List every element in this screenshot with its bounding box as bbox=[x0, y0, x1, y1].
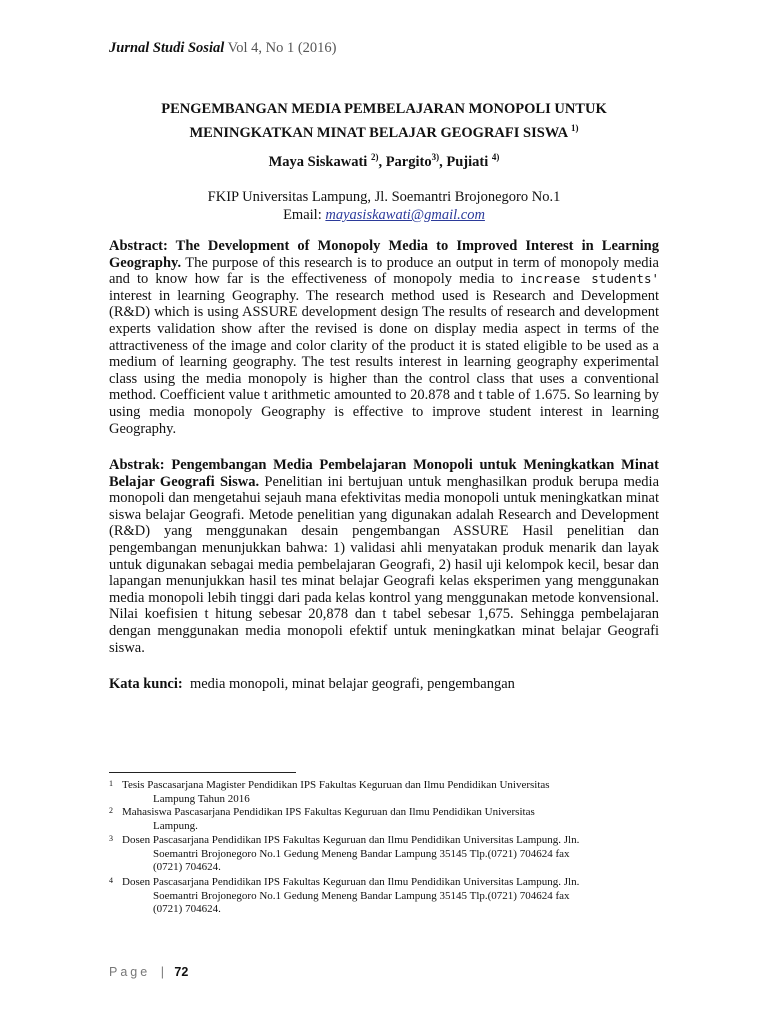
author-2: Pargito bbox=[385, 153, 432, 170]
author-list: Maya Siskawati $^{2)}$, Pargito$^{3)}$, Pujiati $^{4)}$ bbox=[268, 152, 500, 170]
email-link[interactable]: mayasiskawati@gmail.com bbox=[325, 207, 485, 223]
abstract-indonesian-heading: Abstrak: Pengembangan Media Pembelajaran Monopoli untuk Meningkatkan Minat Belajar Geografi Siswa. bbox=[109, 457, 659, 490]
page-footer bbox=[109, 965, 188, 979]
footnote-text-cont: (0721) 704624. bbox=[153, 903, 221, 915]
abstract-english bbox=[109, 238, 659, 437]
institution: FKIP Universitas Lampung, Jl. Soemantri Brojonegoro No.1 bbox=[207, 189, 561, 205]
title-line-1: PENGEMBANGAN MEDIA PEMBELAJARAN MONOPOLI UNTUK bbox=[161, 101, 607, 117]
author-2-marker: 3) bbox=[431, 152, 440, 162]
keywords-text: media monopoli, minat belajar geografi, pengembangan bbox=[189, 676, 515, 692]
footnote-text-cont: (0721) 704624. bbox=[153, 861, 221, 873]
abstract-english-heading: Abstract: The Development of Monopoly Media to Improved Interest in Learning Geography. bbox=[109, 238, 659, 271]
journal-name: Jurnal Studi Sosial bbox=[109, 40, 225, 56]
page-separator: | bbox=[160, 965, 164, 979]
affiliation-block bbox=[100, 188, 668, 224]
footnote-text-cont: Lampung Tahun 2016 bbox=[153, 792, 250, 805]
footnote-number: 4 bbox=[109, 876, 113, 885]
abstract-indonesian bbox=[109, 457, 659, 656]
footnote-number: 1 bbox=[109, 779, 113, 788]
abstract-english-text-b: interest in learning Geography. The research method used is Research and Development (R&D) which is using ASSURE development design The results of research and development experts validation show after the revised is done on display media aspect in terms of the attractiveness of the image and color clarity of the product it is stated eligible to be used as a medium of learning geography. The test results interest in learning geography experimental class using the media monopoly is higher than the control class that uses a conventional method. Coefficient value t arithmetic amounted to 20.878 and t table of 1.675. So learning by using media monopoly Geography is effective to improve student interest in learning Geography. bbox=[109, 287, 659, 437]
footnote-text: Dosen Pascasarjana Pendidikan IPS Fakultas Keguruan dan Ilmu Pendidikan Universitas Lampung. Jln. bbox=[122, 876, 580, 888]
title-footnote-marker: 1) bbox=[570, 123, 579, 133]
footnote-divider bbox=[109, 772, 296, 773]
keywords bbox=[109, 676, 659, 693]
footnote-text: Dosen Pascasarjana Pendidikan IPS Fakultas Keguruan dan Ilmu Pendidikan Universitas Lampung. Jln. bbox=[122, 834, 580, 846]
email-label: Email: bbox=[283, 207, 322, 223]
footnote-number: 2 bbox=[109, 806, 113, 815]
footnote-2 bbox=[109, 806, 659, 833]
footnote-3 bbox=[109, 834, 659, 875]
footnote-text-cont: Soemantri Brojonegoro No.1 Gedung Meneng Bandar Lampung 35145 Tlp.(0721) 704624 fax bbox=[153, 847, 570, 860]
title-line-2: MENINGKATKAN MINAT BELAJAR GEOGRAFI SISWA bbox=[189, 124, 568, 141]
footnote-number: 3 bbox=[109, 834, 113, 843]
author-1-marker: 2) bbox=[370, 152, 379, 162]
abstract-english-text-a: The purpose of this research is to produce an output in term of monopoly media and to know how far is the effectiveness of monopoly media to bbox=[109, 254, 659, 288]
author-3: Pujiati bbox=[446, 153, 489, 170]
footnote-text: Tesis Pascasarjana Magister Pendidikan IPS Fakultas Keguruan dan Ilmu Pendidikan Universitas bbox=[122, 779, 550, 791]
abstract-indonesian-text: Penelitian ini bertujuan untuk menghasilkan produk berupa media monopoli dan mengetahui sejauh mana efektivitas media monopoli untuk meningkatkan minat siswa belajar Geografi. Metode penelitian yang digunakan adalah Research and Development (R&D) yang menggunakan desain pengembangan ASSURE Hasil penelitian dan pengembangan menunjukkan bahwa: 1) validasi ahli menyatakan produk menarik dan layak untuk digunakan sebagai media pembelajaran Geografi, 2) hasil uji kelompok kecil, besar dan lapangan menunjukkan hasil tes minat belajar Geografi kelas eksperimen yang menggunakan media monopoli lebih tinggi dari pada kelas kontrol yang menggunakan metode konvensional. Nilai koefisien t hitung sebesar 20,878 dan t tabel sebesar 1,675. Sehingga pembelajaran dengan menggunakan media monopoli efektif untuk meningkatkan minat belajar Geografi siswa. bbox=[109, 473, 660, 656]
keywords-label: Kata kunci: bbox=[109, 676, 183, 692]
footnote-4 bbox=[109, 876, 659, 917]
journal-volume: Vol 4, No 1 (2016) bbox=[227, 40, 337, 56]
page-label: Page bbox=[109, 965, 151, 979]
footnote-text-cont: Lampung. bbox=[153, 819, 198, 832]
footnote-text: Mahasiswa Pascasarjana Pendidikan IPS Fakultas Keguruan dan Ilmu Pendidikan Universitas bbox=[122, 806, 535, 818]
footnote-1 bbox=[109, 779, 659, 806]
journal-header bbox=[109, 40, 337, 57]
abstract-english-text-mono: increase students' bbox=[520, 271, 660, 287]
author-1: Maya Siskawati bbox=[268, 153, 368, 170]
footnote-text-cont: Soemantri Brojonegoro No.1 Gedung Meneng Bandar Lampung 35145 Tlp.(0721) 704624 fax bbox=[153, 889, 570, 902]
page-number: 72 bbox=[174, 965, 189, 979]
author-3-marker: 4) bbox=[491, 152, 500, 162]
paper-title bbox=[100, 100, 668, 143]
